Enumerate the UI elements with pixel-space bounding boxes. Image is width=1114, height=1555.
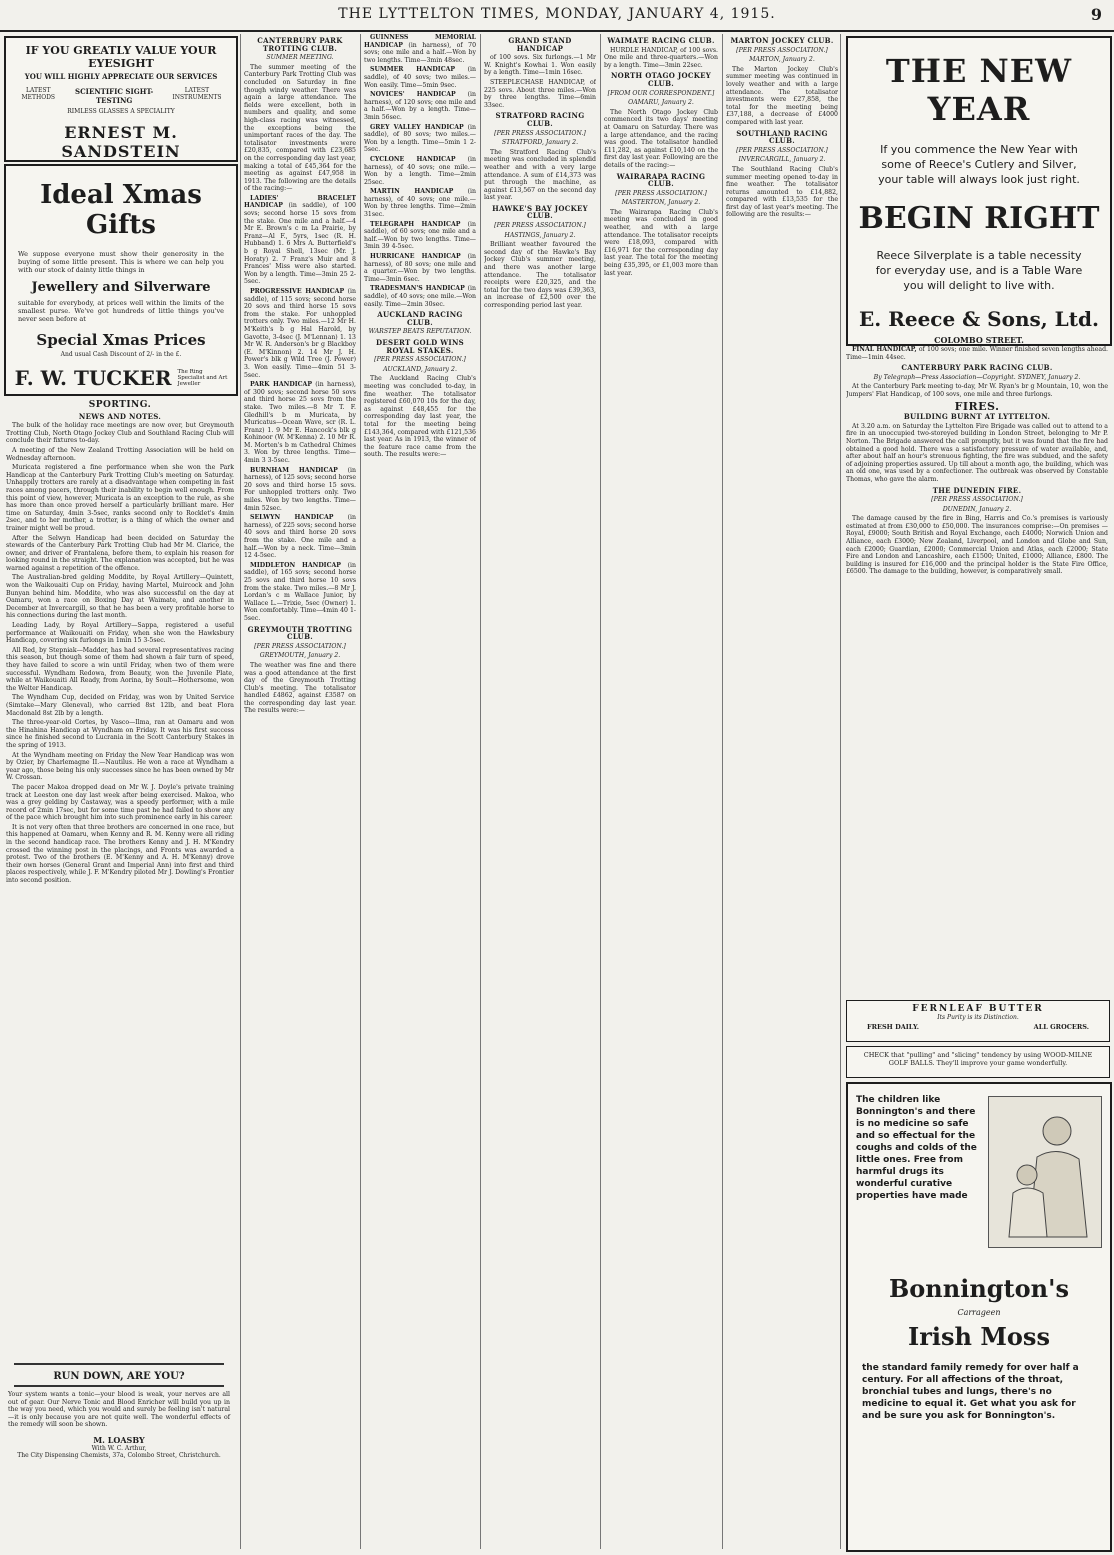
article-title: GRAND STAND HANDICAP: [508, 36, 572, 53]
race-text: (in saddle), of 60 sovs; one mile and a half.—Won by two lengths. Time—3min 39 4-5sec.: [364, 220, 476, 251]
divider: [14, 1385, 224, 1387]
paragraph: HURDLE HANDICAP, of 100 sovs. One mile and three-quarters.—Won by a length. Time—3min 22sec.: [604, 46, 718, 69]
ad-tucker-jeweller: [4, 164, 238, 396]
divider: [14, 1363, 224, 1365]
paragraph: It is not very often that three brothers are concerned in one race, but this happened at Oamaru, when Kenny and R. M. Kenny were all riding in the second handicap race. The brothers Kenny and J. H. M'Kendry crossed the winning post in the placings, and Fronts was awarded a protest. Two of the brothers (E. M'Kenny and A. H. M'Kenny) drove their own horses (General Grant and Imperial Ann) into first and third places respectively, while J. F. M'Kendry piloted Mr J. Dowling's Frontier into second position.: [6, 823, 234, 885]
article-title: THE DUNEDIN FIRE.: [932, 485, 1022, 495]
paragraph: of 100 sovs. Six furlongs.—1 Mr W. Knight's Kowhai 1. Won easily by a length. Time—1min 16sec.: [484, 54, 596, 77]
column-rule: [722, 34, 723, 1549]
ad-tagline: Its Purity is its Distinction.: [937, 1014, 1019, 1021]
race-name: BURNHAM HANDICAP: [250, 466, 338, 474]
ad-footer: the standard family remedy for over half a century. For all affections of the throat, bronchial tubes and lungs, there's no medicine to equal it. Get what you ask for and be sure you ask for Bonnington's.: [862, 1363, 1079, 1421]
column-rule: [240, 34, 241, 1549]
article-title: BUILDING BURNT AT LYTTELTON.: [903, 412, 1051, 422]
race-name: MIDDLETON HANDICAP: [250, 561, 341, 569]
article-dateline: STRATFORD, January 2.: [501, 139, 579, 147]
article-subtitle: SUMMER MEETING.: [266, 54, 334, 62]
paragraph: After the Selwyn Handicap had been decided on Saturday the stewards of the Canterbury Park Trotting Club had Mr M. Clarice, the owner, and driver of Frantalena, before them, to explain his reason for looking round in the straight. The explanation was accepted, but he was warned against a repetition of the offence.: [6, 534, 234, 572]
ad-special: Special Xmas Prices: [36, 331, 206, 349]
race-text: (in harness), of 120 sovs; one mile and a half.—Won by a length. Time—3min 56sec.: [364, 91, 476, 121]
ad-name: FERNLEAF BUTTER: [912, 1004, 1044, 1014]
paragraph: At the Wyndham meeting on Friday the New Year Handicap was won by Ozier, by Charlemagne II.—Nautilus. He won a race at Wyndham a year ago, those being his only successes since he has been owned by Mr W. Crossan.: [6, 751, 234, 782]
article-subtitle: WARSTEP BEATS REPUTATION.: [368, 328, 472, 336]
paragraph: The Australian-bred gelding Moddite, by Royal Artillery—Quintett, won the Waikouaiti Cup on Friday, having Martel, Muircock and John Bunyan behind him. Moddite, who was also successful on the day at Oamaru, won a race on Boxing Day at Waimate, and another in December at Invercargill, so that he has been a very profitable horse to his connections during the last month.: [6, 574, 234, 620]
ad-address: The City Dispensing Chemists, 37a, Colombo Street, Christchurch.: [17, 1451, 221, 1459]
ad-body: The children like Bonnington's and there is no medicine so safe and so effectual for the coughs and colds of the little ones. Free from harmful drugs its wonderful curative properties have made: [856, 1095, 977, 1201]
race-name: TELEGRAPH HANDICAP: [370, 220, 461, 228]
ad-bonningtons-irish-moss: [846, 1082, 1112, 1552]
section-title: SPORTING.: [88, 400, 152, 410]
ad-address: [6, 393, 236, 396]
race-name: SUMMER HANDICAP: [370, 66, 456, 74]
race-entry: [364, 156, 476, 186]
article-source: [PER PRESS ASSOCIATION.]: [615, 189, 707, 197]
article-title: SOUTHLAND RACING CLUB.: [736, 128, 828, 146]
paragraph: STEEPLECHASE HANDICAP, of 225 sovs. About three miles.—Won by three lengths. Time—6min 33sec.: [484, 78, 596, 109]
race-entry: [244, 562, 356, 623]
paragraph: The Southland Racing Club's summer meeting opened to-day in fine weather. The totalisator returns amounted to £14,882, compared with £13,535 for the first day of last year's meeting. The following are the results:—: [726, 165, 838, 219]
paragraph: The bulk of the holiday race meetings are now over, but Greymouth Trotting Club, North Otago Jockey Club and Southland Racing Club will conclude their fixtures to-day.: [6, 422, 234, 445]
race-name: PROGRESSIVE HANDICAP: [250, 288, 345, 295]
paragraph: At 3.20 a.m. on Saturday the Lyttelton Fire Brigade was called out to attend to a fire in an unoccupied two-storeyed building in London Street, belonging to Mr P. Norton. The Brigade answered the call promptly, but it was found that the fire had obtained a good hold. There was a satisfactory pressure of water available, and, after about half an hour's strenuous fighting, the fire was subdued, and the safety of adjoining properties assured. Up till about a month ago, the building, which was an old one, was used by a confectioner. The outbreak was observed by Constable Thomas, who gave the alarm.: [846, 422, 1108, 483]
column-fires: [846, 346, 1108, 996]
race-text: (in saddle), of 80 sovs; two miles.—Won by a length. Time—5min 1 2-5sec.: [364, 123, 476, 154]
race-text: (in saddle), of 115 sovs; second horse 20 sovs and third horse 15 sovs from the stake. For unhoppled trotters only. Two miles.—12 Mr H. M'Keith's b g Hal Harold, by Gavotte, 3-4sec (J. M'Lennan) 1. 13 Mr W. R. Anderson's br g Blackboy (E. M'Kinnon) 2. 14 Mr J. H. Power's blk g Wild Tree (J. Power) 3. Won easily. Time—4min 51 3-5sec.: [244, 288, 356, 379]
ad-headline: RUN DOWN, ARE YOU?: [53, 1371, 185, 1382]
article-title: NORTH OTAGO JOCKEY CLUB.: [610, 71, 712, 88]
ad-name: ERNEST M. SANDSTEIN: [61, 123, 181, 161]
article-title: AUCKLAND RACING CLUB.: [377, 310, 463, 327]
race-entry: [244, 381, 356, 465]
article-dateline: By Telegraph—Press Association—Copyright. SYDNEY, January 2.: [873, 373, 1081, 381]
page-number: 9: [1090, 5, 1102, 24]
race-text: (in harness), of 225 sovs; second horse 40 sovs and third horse 20 sovs from the stake. One mile and a half.—Won by a neck. Time—3min 12 4-5sec.: [244, 514, 356, 560]
race-text: (in harness), of 125 sovs; second horse 20 sovs and third horse 15 sovs. For unhoppled trotters only. Two miles. Won by two lengths. Time—4min 52sec.: [244, 466, 356, 512]
ad-headline: THE NEW YEAR: [885, 52, 1073, 128]
ad-sub: Carrageen: [957, 1308, 1001, 1317]
ad-name: M. LOASBY: [93, 1434, 145, 1445]
race-entry: [364, 124, 476, 154]
ad-wood-milne-golf: [846, 1046, 1110, 1078]
article-title: WAIRARAPA RACING CLUB.: [616, 171, 706, 189]
article-title: DESERT GOLD WINS ROYAL STAKES.: [375, 337, 465, 355]
race-text: (in harness), of 40 sovs; one mile.—Won by a length. Time—2min 25sec.: [364, 155, 476, 186]
race-entry: [364, 253, 476, 283]
ad-product: Irish Moss: [908, 1322, 1050, 1351]
article-source: [PER PRESS ASSOCIATION.]: [736, 146, 828, 154]
ad-sandstein-optician: [4, 36, 238, 162]
column-rule: [600, 34, 601, 1549]
race-text: (in harness), of 300 sovs; second horse 50 sovs and third horse 25 sovs from the stake. Two miles.—8 Mr T. F. Gledhill's b m Muricata, by Muricatus—Ocean Wave, scr (R. L. Franz) 1. 9 Mr E. Hancock's blk g Kohinoor (W. M'Kenna) 2. 10 Mr R. M. Morten's b m Cathedral Chimes 3. Won by three lengths. Time—4min 3 3-5sec.: [244, 381, 356, 465]
race-entry: [244, 288, 356, 379]
column-auckland-results: [484, 34, 596, 1549]
race-text: (in saddle), of 100 sovs; second horse 15 sovs from the stake. One mile and a half.—4 Mr E. Brown's c m La Prairie, by Franz—Al F., 5yrs, 1sec (R. H. Hubband) 1. 6 Mrs A. Butterfield's b g Royal Shell, 13sec (Mr. J. Horaty) 2. 7 Franz's Muir and 8 Frances' Miss were also started. Won by a length. Time—3min 25 2-5sec.: [244, 202, 356, 286]
race-entry: [364, 221, 476, 251]
ad-jewellery: Jewellery and Silverware: [31, 280, 211, 295]
paragraph: The Stratford Racing Club's meeting was concluded in splendid weather and with a very large attendance. A sum of £14,373 was put through the machine, as against £13,567 on the second day last year.: [484, 148, 596, 202]
column-rule: [840, 34, 841, 1549]
ad-left-text: FRESH DAILY.: [867, 1023, 920, 1031]
ad-body: We suppose everyone must show their generosity in the buying of some little present. This is where we can help you with our stock of dainty little things in: [18, 250, 224, 274]
ad-right-text: ALL GROCERS.: [1033, 1023, 1089, 1031]
paragraph: Leading Lady, by Royal Artillery—Sappa, registered a useful performance at Waikouaiti on Friday, when she won the Hawksbury Handicap, covering six furlongs in 1min 15 3-5sec.: [6, 622, 234, 645]
race-name: NOVICES' HANDICAP: [370, 91, 456, 99]
column-canterbury-trotting: [244, 34, 356, 1549]
ad-fernleaf-butter: [846, 1000, 1110, 1042]
race-name: SELWYN HANDICAP: [250, 514, 334, 522]
race-entry: [244, 195, 356, 286]
paragraph: The Auckland Racing Club's meeting was concluded to-day, in fine weather. The totalisator registered £60,070 10s for the day, as against £48,455 for the corresponding day last year, the total for the meeting being £143,364, compared with £121,536 last year. As in 1913, the winner of the feature race came from the south. The results were:—: [364, 375, 476, 459]
paragraph: All Red, by Stepniak—Madder, has had several representatives racing this season, but though some of them had shown a fair turn of speed, they have failed to score a win until Friday, when two of them were successful. Wyndham Redowa, from Beauty, won the Juvenile Plate, while at Waikouaiti All Ready, from Aorina, by Soult—Hothersome, won the Welter Handicap.: [6, 646, 234, 692]
paragraph: Brilliant weather favoured the second day of the Hawke's Bay Jockey Club's summer meeting, and there was another large attendance. The totalisator receipts were £20,325, and the total for the two days was £39,363, an increase of £2,500 over the corresponding period last year.: [484, 241, 596, 309]
race-name: GREY VALLEY HANDICAP: [370, 123, 464, 131]
ad-body: Your system wants a tonic—your blood is weak, your nerves are all out of gear. Our Nerve Tonic and Blood Enricher will build you up in the way you need, which you would and surely be feeling isn't natural—it is only because you are not quite well. The wonderful effects of the remedy will soon be shown.: [8, 1391, 230, 1429]
race-name: HURRICANE HANDICAP: [370, 253, 461, 261]
article-dateline: HASTINGS, January 2.: [504, 231, 576, 239]
paragraph: A meeting of the New Zealand Trotting Association will be held on Wednesday afternoon.: [6, 446, 234, 462]
paragraph: Muricata registered a fine performance when she won the Park Handicap at the Canterbury Park Trotting Club's meeting on Saturday. Unhappily trotters are rarely at a disadvantage when competing in fast races among pacers, through their inability to begin well enough. From this point of view, however, Muricata is an exception to the rule, as she has more than once proved herself a particularly brilliant mare. Her time on Saturday, 4min 3-5sec, ranks second only to Rocklet's 4min 2sec, and to her mother, a trotter, is a thing of which the owner and trainer might well be proud.: [6, 464, 234, 532]
paragraph: The damage caused by the fire in Bing, Harris and Co.'s premises is variously estimated at from £30,000 to £50,000. The insurances comprise:—On premises — Royal, £9000; South British and Royal Exchange, each £4000; Norwich Union and Alliance, each £3000; New Zealand, Liverpool, and London and Globe and Sun, each £2000; Guardian, £2000; Commercial Union and Atlas, each £2000; State Fire and London and Lancashire, each £1500; United, £1000; Alliance, £800. The building is insured for £16,000 and the principal holder is the State Fire Office, £6500. The damage to the building, however, is comparatively small.: [846, 515, 1108, 576]
paragraph: The Wyndham Cup, decided on Friday, was won by United Service (Simtake—Mary Gleneval), who carried 8st 12lb, and beat Flora Macdonald 8st 2lb by a length.: [6, 694, 234, 717]
paragraph: The weather was fine and there was a good attendance at the first day of the Greymouth Trotting Club's meeting. The totalisator handled £4862, against £3587 on the corresponding day last year. The results were:—: [244, 661, 356, 715]
ad-rimless: RIMLESS GLASSES A SPECIALITY: [67, 108, 175, 115]
race-entry: [364, 34, 476, 64]
race-entry: [846, 346, 1108, 361]
column-rule: [480, 34, 481, 1549]
ad-street: COLOMBO STREET.: [934, 335, 1024, 345]
article-source: [PER PRESS ASSOCIATION.]: [736, 46, 828, 54]
ad-body: If you commence the New Year with some of Reece's Cutlery and Silver, your table will always look just right.: [878, 143, 1080, 186]
mother-child-illustration: [988, 1096, 1102, 1248]
article-title: STRATFORD RACING CLUB.: [495, 111, 585, 128]
ad-name: F. W. TUCKER: [14, 366, 172, 390]
ad-name: Bonnington's: [889, 1274, 1069, 1303]
article-dateline: GREYMOUTH, January 2.: [259, 652, 341, 660]
article-source: [PER PRESS ASSOCIATION.]: [254, 642, 346, 650]
section-title: FIRES.: [954, 399, 1000, 413]
article-title: MARTON JOCKEY CLUB.: [730, 36, 834, 45]
column-north-otago: [604, 34, 718, 1549]
article-source: [PER PRESS ASSOCIATION.]: [494, 129, 586, 137]
article-source: [PER PRESS ASSOCIATION.]: [494, 222, 586, 230]
article-dateline: MARTON, January 2.: [749, 56, 815, 64]
article-dateline: INVERCARGILL, January 2.: [738, 156, 826, 164]
race-text: (in harness), of 80 sovs; one mile and a quarter.—Won by two lengths. Time—3min 6sec.: [364, 253, 476, 283]
article-dateline: DUNEDIN, January 2.: [942, 505, 1012, 513]
ad-right-text: LATEST INSTRUMENTS: [172, 87, 222, 101]
column-marton: [726, 34, 838, 1549]
mother-child-icon: [989, 1097, 1101, 1247]
race-entry: [364, 188, 476, 218]
ad-begin: BEGIN RIGHT: [858, 201, 1100, 236]
article-title: CANTERBURY PARK RACING CLUB.: [901, 363, 1053, 373]
race-name: FINAL HANDICAP,: [852, 346, 917, 353]
article-title: HAWKE'S BAY JOCKEY CLUB.: [492, 203, 588, 221]
paragraph: The three-year-old Cortes, by Vasco—Ilma, ran at Oamaru and won the Hinahina Handicap at Wyndham on Friday. It was his first success since he finished second to Lucrania in the Scott Canterbury Stakes in the spring of 1913.: [6, 719, 234, 749]
section-subtitle: NEWS AND NOTES.: [78, 411, 162, 421]
race-name: MARTIN HANDICAP: [370, 188, 454, 196]
column-rule: [360, 34, 361, 1549]
article-title: GREYMOUTH TROTTING CLUB.: [247, 624, 353, 642]
article-dateline: OAMARU, January 2.: [628, 99, 694, 107]
ad-discount: And usual Cash Discount of 2/- in the £.: [60, 351, 182, 358]
ad-reece-new-year: [846, 36, 1112, 346]
ad-headline: IF YOU GREATLY VALUE YOUR EYESIGHT: [25, 44, 217, 70]
paragraph: At the Canterbury Park meeting to-day, Mr W. Ryan's br g Mountain, 10, won the Jumpers' Flat Handicap, of 100 sovs, one mile and three furlongs.: [846, 383, 1108, 398]
ad-headline: Ideal Xmas Gifts: [40, 180, 202, 240]
article-dateline: MASTERTON, January 2.: [621, 199, 701, 207]
race-entry: [364, 91, 476, 121]
ad-subline: YOU WILL HIGHLY APPRECIATE OUR SERVICES: [24, 72, 218, 81]
article-title: WAIMATE RACING CLUB.: [607, 36, 715, 45]
race-text: (in saddle), of 40 sovs; two miles.—Won easily. Time—5min 9sec.: [364, 66, 476, 89]
column-sporting: [6, 398, 234, 1355]
masthead: [0, 0, 1114, 32]
race-entry: [364, 66, 476, 89]
ad-role: With W. C. Arthur,: [91, 1444, 147, 1452]
race-name: CYCLONE HANDICAP: [370, 155, 456, 163]
ad-name: E. Reece & Sons, Ltd.: [859, 307, 1099, 331]
article-source: [FROM OUR CORRESPONDENT.]: [607, 89, 715, 97]
race-entry: [364, 285, 476, 308]
race-name: PARK HANDICAP: [250, 381, 312, 389]
race-text: of 100 sovs; one mile. Winner finished seven lengths ahead. Time—1min 44sec.: [846, 346, 1108, 361]
paragraph: The Marton Jockey Club's summer meeting was continued in lovely weather and with a large attendance. The totalisator investments were £27,858, the total for the meeting being £37,188, a decrease of £4000 compared with last year.: [726, 65, 838, 126]
race-text: (in harness), of 40 sovs; one mile.—Won by three lengths. Time—2min 31sec.: [364, 188, 476, 219]
ad-body: CHECK that "pulling" and "slicing" tendency by using WOOD-MILNE GOLF BALLS. They'll improve your game wonderfully.: [863, 1051, 1093, 1067]
ad-role: The Ring Specialist and Art Jeweller: [177, 369, 228, 387]
ad-left-text: LATEST METHODS: [21, 87, 56, 101]
ad-mid-text: SCIENTIFIC SIGHT-TESTING: [75, 87, 154, 105]
ad-body2: Reece Silverplate is a table necessity for everyday use, and is a Table Ware you will delight to live with.: [875, 249, 1083, 292]
article-title: CANTERBURY PARK TROTTING CLUB.: [257, 36, 343, 53]
race-entry: [244, 467, 356, 513]
article-dateline: AUCKLAND, January 2.: [383, 365, 457, 373]
article-source: [PER PRESS ASSOCIATION.]: [931, 496, 1023, 504]
race-entry: [244, 514, 356, 560]
race-text: (in saddle), of 40 sovs; one mile.—Won easily. Time—2min 30sec.: [364, 285, 476, 308]
paragraph: The summer meeting of the Canterbury Park Trotting Club was concluded on Saturday in fine though windy weather. There was again a large attendance. The fields were excellent, both in numbers and quality, and some high-class racing was witnessed, the exceptions being the unimportant races of the day. The totalisator investments were £20,835, compared with £23,685 on the corresponding day last year, making a total of £45,364 for the meeting as against £47,958 in 1913. The following are the details of the racing:—: [244, 63, 356, 193]
ad-loasby-tonic: [4, 1360, 234, 1548]
race-name: GUINNESS MEMORIAL HANDICAP: [364, 34, 476, 49]
ad-body2: suitable for everybody, at prices well within the limits of the smallest purse. We've got hundreds of little things you've never seen before at: [18, 299, 224, 323]
paragraph: The pacer Makoa dropped dead on Mr W. J. Doyle's private training track at Leeston one day last week after being exercised. Makoa, who was a grey gelding by Castaway, was a speedy performer, with a mile record of 2min 17sec, but for some time past he had failed to show any of the pace which brought him into such prominence early in his career.: [6, 783, 234, 822]
race-text: (in harness), of 70 sovs; one mile and a half.—Won by two lengths. Time—3min 48sec.: [364, 41, 476, 64]
article-source: [PER PRESS ASSOCIATION.]: [374, 356, 466, 364]
race-name: LADIES' BRACELET HANDICAP: [244, 194, 356, 210]
race-name: TRADESMAN'S HANDICAP: [370, 285, 465, 293]
paragraph: The North Otago Jockey Club commenced its two days' meeting at Oamaru on Saturday. There was a large attendance, and the racing was good. The totalisator handled £11,282, as against £10,140 on the first day last year. Following are the details of the racing:—: [604, 108, 718, 169]
column-greymouth: [364, 34, 476, 1549]
paragraph: The Wairarapa Racing Club's meeting was concluded in good weather, and with a large attendance. The totalisator receipts were £18,093, compared with £16,971 for the corresponding day last year. The total for the meeting being £35,395, or £1,003 more than last year.: [604, 208, 718, 277]
race-text: (in saddle), of 165 sovs; second horse 25 sovs and third horse 10 sovs from the stake. Two miles.—8 Mr J. Lordan's c m Wallace Junior, by Wallace L.—Trixie, 5sec (Owner) 1. Won comfortably. Time—4min 40 1-5sec.: [244, 561, 356, 622]
newspaper-title: THE LYTTELTON TIMES, MONDAY, JANUARY 4, 1915.: [338, 6, 776, 22]
